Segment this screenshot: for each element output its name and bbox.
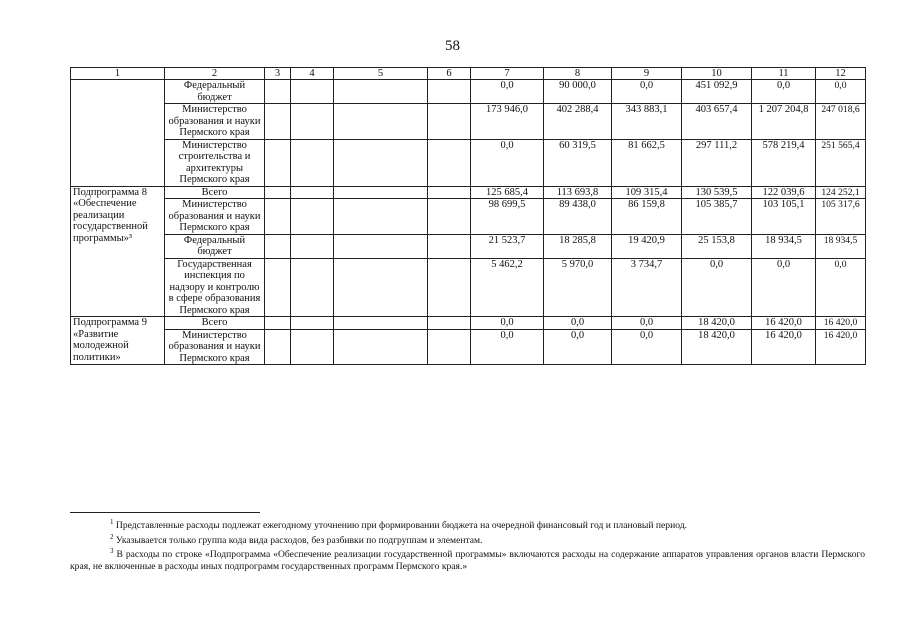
empty-cell [334,258,428,317]
column-number: 6 [428,68,471,80]
executor-cell: Министерство образования и науки Пермского края [165,199,265,235]
footnote-3 [70,546,865,572]
empty-cell [291,317,334,330]
table-row [71,104,866,140]
value-cell: 113 693,8 [544,186,612,199]
footnote-text: Указывается только группа кода вида расходов, без разбивки по подгруппам и элементам. [115,534,483,546]
value-cell: 251 565,4 [816,139,866,186]
footnote-separator [70,512,260,513]
value-cell: 0,0 [612,80,682,104]
footnote-2 [70,532,865,547]
value-cell: 403 657,4 [682,104,752,140]
footnote-mark: 2 [110,532,114,541]
empty-cell [428,317,471,330]
value-cell: 90 000,0 [544,80,612,104]
value-cell: 0,0 [471,329,544,365]
empty-cell [291,104,334,140]
column-number: 5 [334,68,428,80]
empty-cell [334,234,428,258]
column-number: 8 [544,68,612,80]
value-cell: 0,0 [471,317,544,330]
value-cell: 18 934,5 [752,234,816,258]
empty-cell [265,234,291,258]
footnotes [70,512,865,573]
value-cell: 16 420,0 [816,317,866,330]
empty-cell [265,139,291,186]
value-cell: 0,0 [682,258,752,317]
program-cell: Подпрограмма 9 «Развитие молодежной политики» [71,317,165,365]
footnote-1 [70,517,865,532]
value-cell: 173 946,0 [471,104,544,140]
empty-cell [428,139,471,186]
executor-cell: Министерство строительства и архитектуры Пермского края [165,139,265,186]
empty-cell [428,258,471,317]
empty-cell [334,139,428,186]
value-cell: 0,0 [612,317,682,330]
empty-cell [291,258,334,317]
value-cell: 343 883,1 [612,104,682,140]
value-cell: 247 018,6 [816,104,866,140]
column-number: 3 [265,68,291,80]
footnote-mark: 3 [110,547,114,556]
column-number: 12 [816,68,866,80]
value-cell: 0,0 [752,258,816,317]
value-cell: 103 105,1 [752,199,816,235]
empty-cell [291,80,334,104]
value-cell: 18 934,5 [816,234,866,258]
column-number: 1 [71,68,165,80]
empty-cell [265,186,291,199]
value-cell: 19 420,9 [612,234,682,258]
empty-cell [334,80,428,104]
empty-cell [265,258,291,317]
value-cell: 122 039,6 [752,186,816,199]
value-cell: 1 207 204,8 [752,104,816,140]
value-cell: 105 385,7 [682,199,752,235]
value-cell: 25 153,8 [682,234,752,258]
empty-cell [334,186,428,199]
value-cell: 86 159,8 [612,199,682,235]
executor-cell: Федеральный бюджет [165,80,265,104]
footnote-mark: 1 [110,518,114,526]
executor-cell: Всего [165,317,265,330]
value-cell: 18 420,0 [682,329,752,365]
executor-cell: Государственная инспекция по надзору и контролю в сфере образования Пермского края [165,258,265,317]
value-cell: 89 438,0 [544,199,612,235]
value-cell: 16 420,0 [752,329,816,365]
value-cell: 0,0 [816,258,866,317]
value-cell: 5 970,0 [544,258,612,317]
table-row [71,80,866,104]
table-row [71,139,866,186]
empty-cell [265,317,291,330]
empty-cell [265,104,291,140]
empty-cell [428,234,471,258]
program-cell: Подпрограмма 8 «Обеспечение реализации государственной программы»³ [71,186,165,317]
column-number: 10 [682,68,752,80]
value-cell: 81 662,5 [612,139,682,186]
empty-cell [428,199,471,235]
value-cell: 109 315,4 [612,186,682,199]
value-cell: 125 685,4 [471,186,544,199]
table-row [71,199,866,235]
empty-cell [428,104,471,140]
value-cell: 60 319,5 [544,139,612,186]
table-row [71,317,866,330]
empty-cell [291,186,334,199]
value-cell: 130 539,5 [682,186,752,199]
empty-cell [334,329,428,365]
column-number: 7 [471,68,544,80]
executor-cell: Федеральный бюджет [165,234,265,258]
empty-cell [334,104,428,140]
budget-table [70,67,866,365]
value-cell: 0,0 [544,317,612,330]
value-cell: 105 317,6 [816,199,866,235]
executor-cell: Министерство образования и науки Пермского края [165,329,265,365]
empty-cell [428,186,471,199]
empty-cell [428,329,471,365]
empty-cell [291,234,334,258]
column-number-row [71,68,866,80]
empty-cell [265,329,291,365]
value-cell: 451 092,9 [682,80,752,104]
value-cell: 5 462,2 [471,258,544,317]
value-cell: 402 288,4 [544,104,612,140]
empty-cell [334,317,428,330]
value-cell: 0,0 [816,80,866,104]
table-row [71,234,866,258]
value-cell: 98 699,5 [471,199,544,235]
value-cell: 578 219,4 [752,139,816,186]
table-row [71,186,866,199]
empty-cell [334,199,428,235]
value-cell: 297 111,2 [682,139,752,186]
page-number: 58 [445,38,460,54]
column-number: 4 [291,68,334,80]
table-row [71,329,866,365]
empty-cell [265,80,291,104]
column-number: 2 [165,68,265,80]
value-cell: 0,0 [752,80,816,104]
column-number: 11 [752,68,816,80]
empty-cell [291,199,334,235]
value-cell: 3 734,7 [612,258,682,317]
value-cell: 18 420,0 [682,317,752,330]
value-cell: 124 252,1 [816,186,866,199]
value-cell: 18 285,8 [544,234,612,258]
value-cell: 16 420,0 [752,317,816,330]
footnote-text: В расходы по строке «Подпрограмма «Обеспечение реализации государственной программы» включаются расходы на содержание аппаратов управления органов власти Пермского края, не включенные в расходы иных подпрограмм государственных программ Пермского края.» [70,549,865,573]
value-cell: 0,0 [612,329,682,365]
value-cell: 0,0 [544,329,612,365]
value-cell: 0,0 [471,80,544,104]
value-cell: 16 420,0 [816,329,866,365]
column-number: 9 [612,68,682,80]
value-cell: 0,0 [471,139,544,186]
empty-cell [291,329,334,365]
table-row [71,258,866,317]
program-cell [71,80,165,187]
empty-cell [265,199,291,235]
executor-cell: Министерство образования и науки Пермского края [165,104,265,140]
executor-cell: Всего [165,186,265,199]
value-cell: 21 523,7 [471,234,544,258]
footnote-text: Представленные расходы подлежат ежегодному уточнению при формировании бюджета на очередной финансовый год и плановый период. [115,520,688,532]
table-body [71,68,866,365]
empty-cell [428,80,471,104]
empty-cell [291,139,334,186]
